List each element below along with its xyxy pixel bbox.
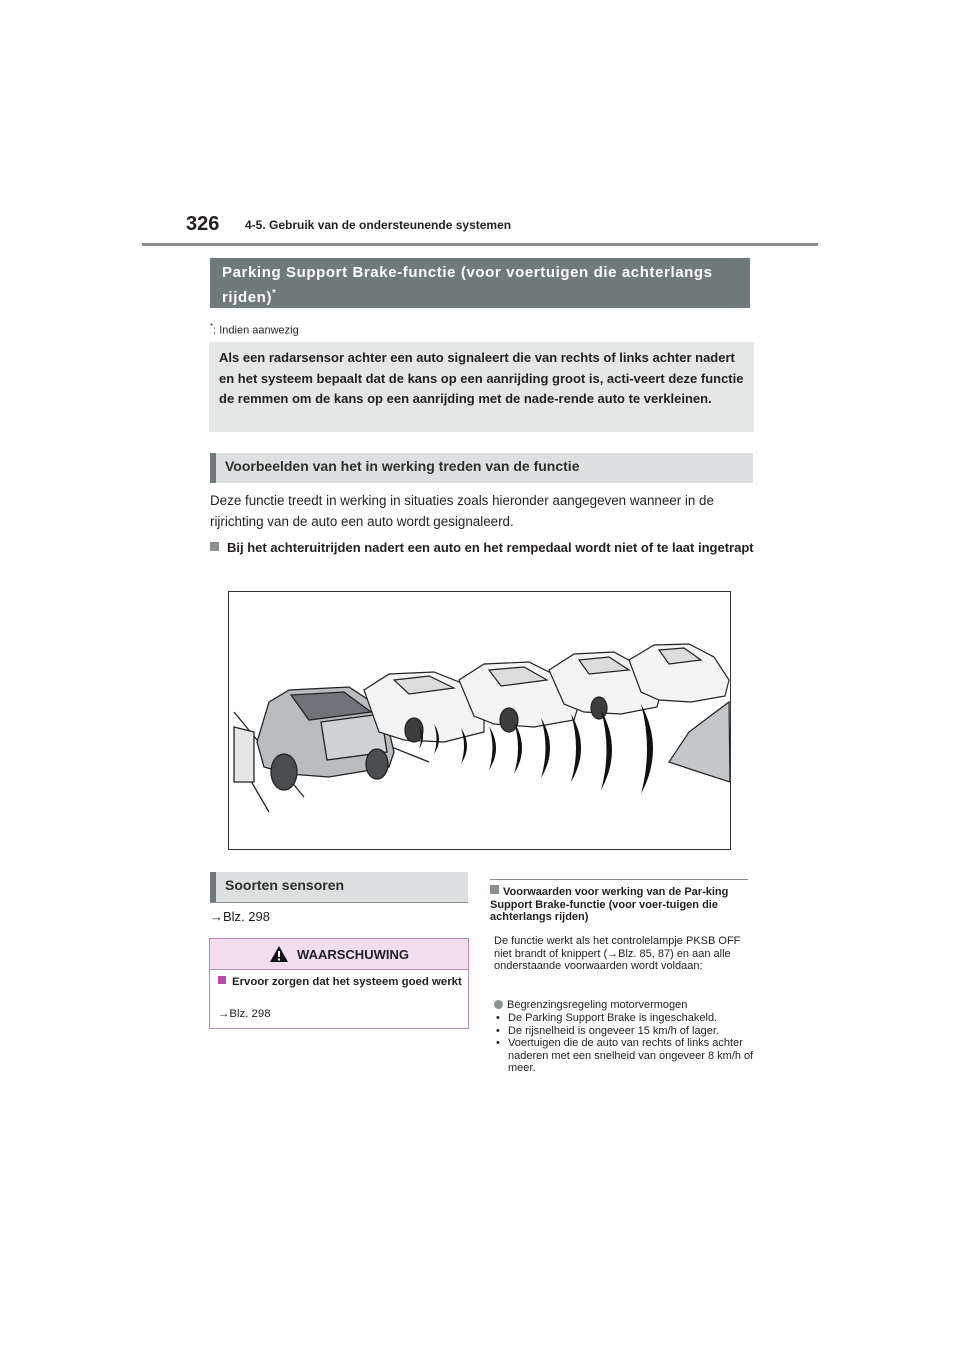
list-item: • De Parking Support Brake is ingeschakeld. — [494, 1012, 756, 1025]
conditions-rule — [490, 879, 748, 880]
warning-box — [209, 938, 469, 1029]
list-item: • De rijsnelheid is ongeveer 15 km/h of lager. — [494, 1025, 756, 1038]
warning-title: WAARSCHUWING — [297, 946, 409, 962]
header-divider — [142, 243, 818, 246]
square-bullet-icon — [218, 976, 226, 984]
radar-wave — [514, 722, 522, 774]
intro-box: Als een radarsensor achter een auto signaleert die van rechts of links achter nadert en het systeem bepaalt dat de kans op een aanrijding groot is, acti-veert deze functie de remmen om de kans op een aanrijding met de nade-rende auto te verkleinen. — [209, 342, 754, 432]
conditions-circle-item — [494, 999, 754, 1012]
title-footnote-marker: * — [272, 288, 277, 299]
warning-header — [210, 939, 468, 969]
examples-body: Deze functie treedt in werking in situaties zoals hieronder aangegeven wanneer in de rijrichting van de auto een auto wordt gesignaleerd. — [210, 493, 714, 529]
circle-bullet-icon — [494, 1000, 503, 1009]
parking-scene-drawing — [229, 592, 730, 849]
page-title-text: Parking Support Brake-functie (voor voertuigen die achterlangs rijden) — [222, 264, 713, 306]
conditions-circle-item-text: Begrenzingsregeling motorvermogen — [507, 999, 688, 1011]
radar-wave — [601, 710, 612, 790]
page-number: 326 — [186, 213, 220, 235]
sensors-heading: Soorten sensoren — [210, 872, 468, 902]
warning-triangle-icon — [269, 945, 289, 963]
footnote-text: : Indien aanwezig — [213, 324, 299, 337]
footnote — [210, 322, 299, 337]
section-title: 4-5. Gebruik van de ondersteunende systemen — [245, 218, 512, 232]
conditions-heading — [490, 885, 752, 924]
square-bullet-icon — [490, 885, 499, 894]
square-bullet-icon — [210, 542, 219, 551]
examples-bullet-text: Bij het achteruitrijden nadert een auto en het rempedaal wordt niet of te laat ingetrapt — [227, 540, 754, 555]
conditions-list — [494, 1012, 756, 1075]
list-item: • Voertuigen die de auto van rechts of links achter naderen met een snelheid van ongeveer 8 km/h of meer. — [494, 1037, 756, 1075]
sensors-reference-link[interactable]: →Blz. 298 — [210, 909, 270, 924]
radar-wave — [541, 718, 550, 778]
page-title — [210, 258, 750, 308]
sensors-heading-rule — [210, 902, 468, 903]
footnote-marker: * — [210, 322, 214, 331]
radar-wave — [641, 704, 653, 794]
examples-bullet — [210, 537, 755, 558]
conditions-body: De functie werkt als het controlelampje PKSB OFF niet brandt of knippert (→Blz. 85, 87) en aan alle onderstaande voorwaarden wordt voldaan: — [494, 935, 741, 972]
radar-wave — [489, 726, 496, 770]
illustration-parking-scene — [228, 591, 731, 850]
warning-item-text: Ervoor zorgen dat het systeem goed werkt — [232, 976, 462, 988]
approaching-car — [669, 702, 730, 782]
warning-reference-link[interactable]: →Blz. 298 — [218, 1008, 271, 1020]
radar-wave — [571, 714, 581, 782]
examples-heading: Voorbeelden van het in werking treden van de functie — [210, 453, 753, 483]
warning-item — [218, 975, 463, 989]
conditions-heading-text: Voorwaarden voor werking van de Par-king Support Brake-functie (voor voer-tuigen die achterlangs rijden) — [490, 886, 729, 923]
warning-divider — [210, 969, 468, 970]
